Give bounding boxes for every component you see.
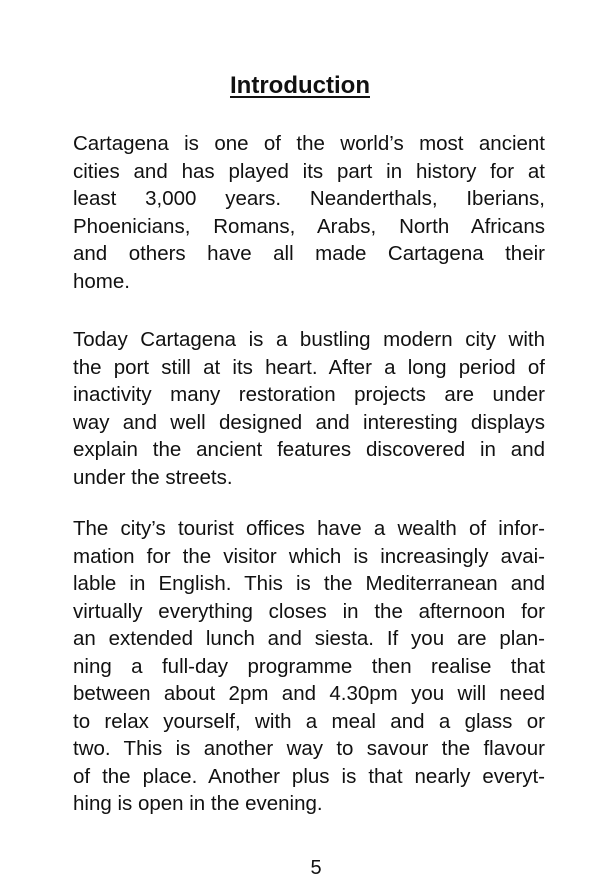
text-line: ning a full-day programme then realise that bbox=[73, 654, 545, 678]
page-title: Introduction bbox=[230, 72, 370, 99]
text-line: explain the ancient features discovered in and bbox=[73, 438, 545, 461]
text-line: an extended lunch and siesta. If you are plan- bbox=[73, 627, 545, 650]
text-line: Cartagena is one of the world’s most ancient bbox=[73, 132, 545, 155]
text-line: The city’s tourist offices have a wealth of infor- bbox=[73, 517, 545, 540]
text-line: of the place. Another plus is that nearly everyt- bbox=[73, 764, 545, 788]
text-line: under the streets. bbox=[73, 465, 233, 489]
text-line: between about 2pm and 4.30pm you will need bbox=[73, 682, 545, 705]
intro-paragraph-1 bbox=[73, 130, 545, 295]
text-line: Phoenicians, Romans, Arabs, North Africans bbox=[73, 214, 545, 238]
text-line: the port still at its heart. After a long period of bbox=[73, 355, 545, 379]
page-number: 5 bbox=[310, 857, 322, 879]
text-line: cities and has played its part in history for at bbox=[73, 159, 545, 183]
text-line: virtually everything closes in the afternoon for bbox=[73, 599, 545, 623]
text-line: home. bbox=[73, 269, 130, 293]
text-line: inactivity many restoration projects are under bbox=[73, 383, 545, 406]
text-line: hing is open in the evening. bbox=[73, 792, 323, 815]
text-line: lable in English. This is the Mediterranean and bbox=[73, 572, 545, 595]
text-line: and others have all made Cartagena their bbox=[73, 242, 545, 265]
text-line: Today Cartagena is a bustling modern city with bbox=[73, 328, 545, 351]
text-line: to relax yourself, with a meal and a glass or bbox=[73, 709, 545, 733]
text-line: two. This is another way to savour the flavour bbox=[73, 737, 545, 760]
intro-paragraph-3 bbox=[73, 515, 545, 818]
intro-paragraph-2 bbox=[73, 326, 545, 491]
text-line: mation for the visitor which is increasingly avai- bbox=[73, 544, 545, 568]
text-line: least 3,000 years. Neanderthals, Iberians, bbox=[73, 187, 545, 210]
text-line: way and well designed and interesting displays bbox=[73, 410, 545, 434]
